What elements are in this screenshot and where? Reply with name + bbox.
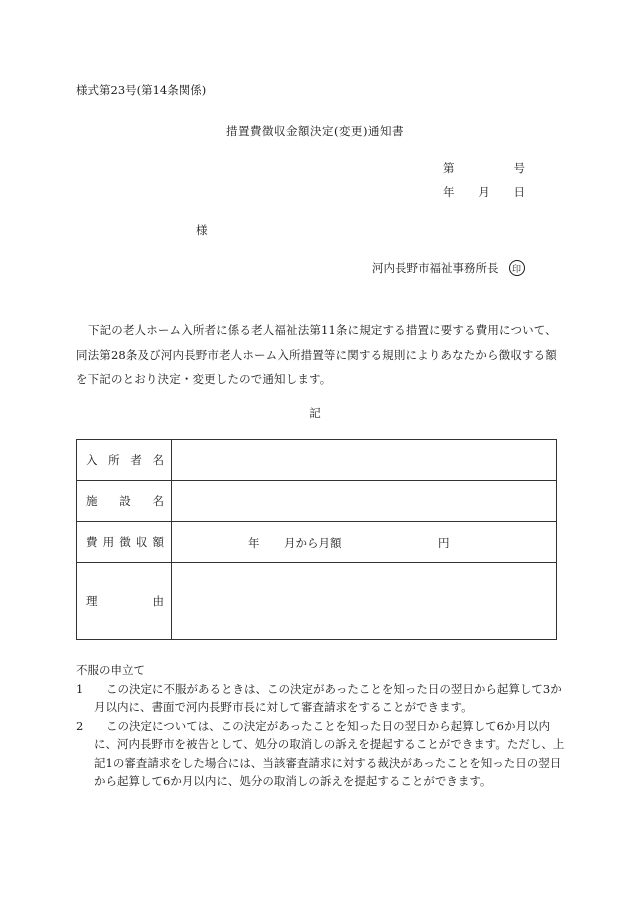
label-char: 費 [86,535,98,549]
label-char: 所 [108,453,120,467]
fee-month-from: 月から月額 [284,536,342,550]
details-table [76,439,557,640]
label-char: 徴 [119,535,131,549]
label-char: 名 [152,494,164,508]
fee-label [77,522,172,563]
facility-label [77,481,172,522]
label-char: 用 [102,535,115,549]
label-char: 施 [86,494,98,508]
seal-icon: 印 [509,260,525,276]
label-char: 設 [119,494,131,508]
objection-item [76,717,566,791]
ki-heading: 記 [309,406,321,420]
resident-value[interactable] [172,440,557,481]
date-month: 月 [478,185,490,199]
label-char: 額 [152,535,164,549]
reason-label [77,563,172,640]
date-year: 年 [443,185,455,199]
fee-yen: 円 [438,536,450,550]
label-char: 理 [86,594,98,608]
label-char: 由 [152,594,164,608]
objection-item-text: この決定については、この決定があったことを知った日の翌日から起算して6か月以内に、河内長野市を被告として、処分の取消しの訴えを提起することができます。ただし、上記1の審査請求をした場合には、当該審査請求に対する裁決があったことを知った日の翌日から起算して6か月以内に、処分の取消しの訴えを提起することができます。 [94,718,565,788]
objection-item-text: この決定に不服があるときは、この決定があったことを知った日の翌日から起算して3か月以内に、書面で河内長野市長に対して審査請求をすることができます。 [94,681,562,714]
table-row-resident [77,440,557,481]
date-day: 日 [513,185,525,199]
facility-value[interactable] [172,481,557,522]
number-prefix: 第 [443,161,455,175]
fee-year: 年 [248,536,260,550]
objection-item [76,680,566,717]
document-title: 措置費徴収金額決定(変更)通知書 [226,124,404,138]
issue-date [443,184,525,200]
sender [372,260,525,276]
document-number [443,160,525,176]
addressee-honorific: 様 [196,223,208,237]
table-row-fee [77,522,557,563]
number-suffix: 号 [513,161,525,175]
label-char: 者 [130,453,142,467]
resident-label [77,440,172,481]
intro-paragraph: 下記の老人ホーム入所者に係る老人福祉法第11条に規定する措置に要する費用について、同法第28条及び河内長野市老人ホーム入所措置等に関する規則によりあなたから徴収する額を下記のとおり決定・変更したので通知します。 [76,323,557,386]
sender-name: 河内長野市福祉事務所長 [372,261,499,275]
label-char: 名 [152,453,164,467]
table-row-facility [77,481,557,522]
label-char: 収 [135,535,148,549]
form-number: 様式第23号(第14条関係) [76,83,207,97]
objection-item-number: 2 [76,718,84,733]
label-char: 入 [86,453,98,467]
table-row-reason [77,563,557,640]
objection-item-number: 1 [76,681,84,696]
objection-section [76,661,566,791]
fee-value[interactable] [172,522,557,563]
reason-value[interactable] [172,563,557,640]
objection-heading: 不服の申立て [76,663,145,677]
